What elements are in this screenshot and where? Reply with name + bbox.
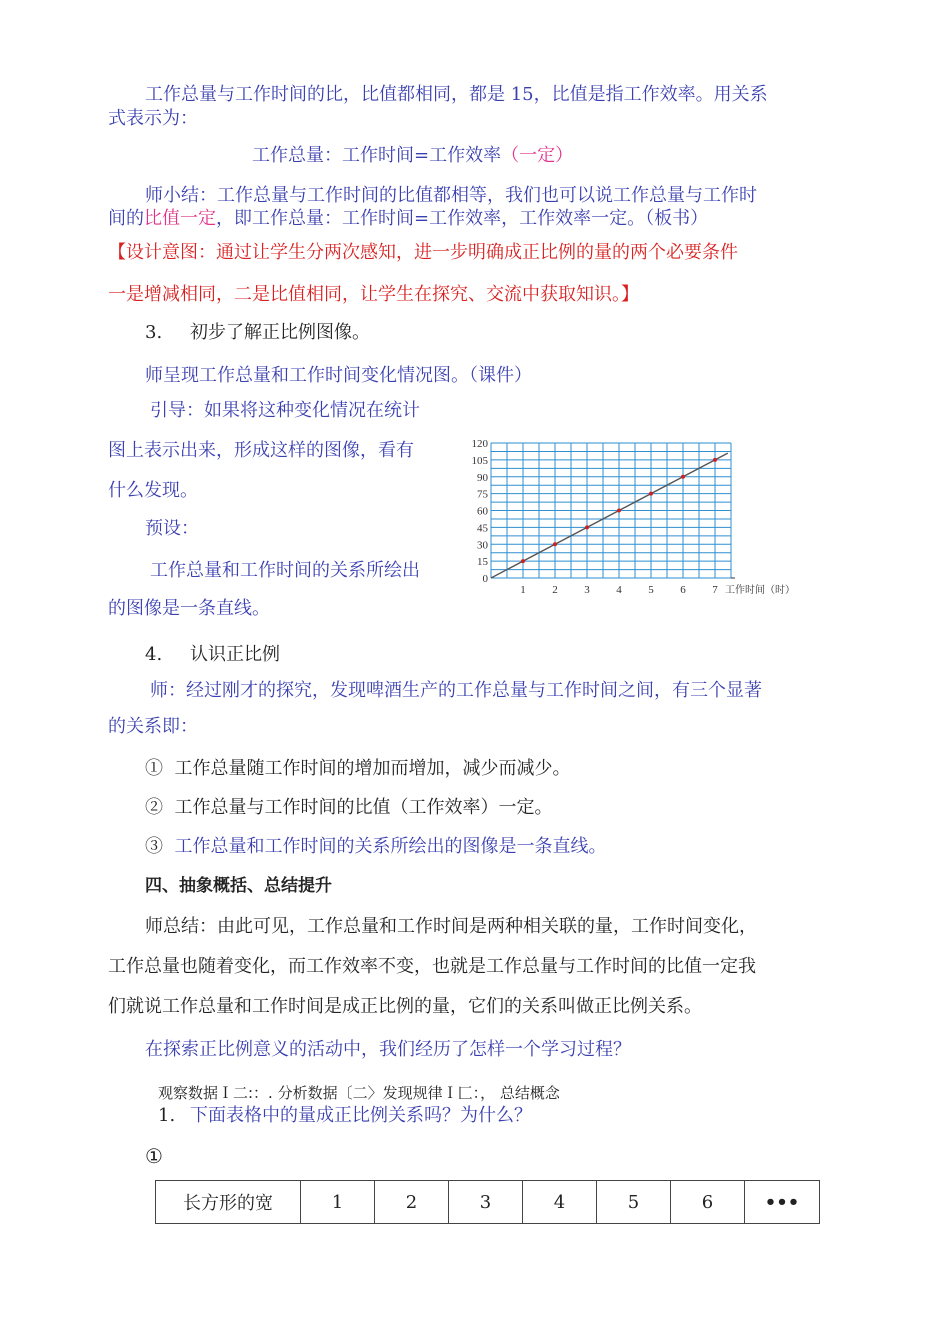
summary-line: 师小结：工作总量与工作时间的比值都相等，我们也可以说工作总量与工作时 (145, 185, 757, 206)
section-4-title: 认识正比例 (190, 644, 280, 665)
data-point (617, 509, 621, 513)
conclusion-line: 们就说工作总量和工作时间是成正比例的量，它们的关系叫做正比例关系。 (108, 996, 702, 1017)
paragraph-line: 工作总量与工作时间的比，比值都相同，都是 15，比值是指工作效率。用关系 (145, 84, 768, 105)
teacher-line: 的关系即： (108, 716, 198, 737)
table-cell: 1 (301, 1181, 375, 1224)
list-text: 工作总量随工作时间的增加而增加，减少而减少。 (174, 758, 571, 779)
summary-highlight: 比值一定 (144, 208, 216, 229)
y-tick-label: 90 (477, 471, 488, 484)
summary-line (108, 208, 708, 230)
rectangle-table (155, 1180, 820, 1224)
x-tick-label: 6 (680, 584, 686, 596)
x-tick-label: 2 (552, 584, 558, 596)
preset-label: 预设： (145, 518, 199, 539)
x-tick-label: 4 (616, 584, 622, 596)
x-tick-label: 5 (648, 584, 654, 596)
design-intent-line: 一是增减相同，二是比值相同，让学生在探究、交流中获取知识。】 (108, 284, 639, 305)
data-point (713, 458, 717, 462)
design-intent-line: 【设计意图：通过让学生分两次感知，进一步明确成正比例的量的两个必要条件 (108, 242, 738, 263)
preset-line: 工作总量和工作时间的关系所绘出 (150, 560, 420, 581)
section-3-number: 3. (145, 322, 163, 343)
conclusion-line: 师总结：由此可见，工作总量和工作时间是两种相关联的量，工作时间变化， (145, 916, 757, 937)
teacher-line: 师：经过刚才的探究，发现啤酒生产的工作总量与工作时间之间，有三个显著 (150, 680, 762, 701)
formula-text: 工作总量：工作时间=工作效率 (252, 145, 502, 166)
present-text: 师呈现工作总量和工作时间变化情况图。（课件） (145, 365, 532, 386)
table-row (156, 1181, 820, 1224)
guide-line: 引导：如果将这种变化情况在统计 (150, 400, 420, 421)
table-cell: 5 (597, 1181, 671, 1224)
list-text: 工作总量与工作时间的比值（工作效率）一定。 (174, 797, 553, 818)
conclusion-line: 工作总量也随着变化，而工作效率不变，也就是工作总量与工作时间的比值一定我 (108, 956, 756, 977)
paragraph-line: 式表示为： (108, 108, 198, 129)
x-axis-label: 工作时间（时） (725, 585, 795, 596)
data-point (649, 492, 653, 496)
list-marker: ③ (145, 836, 163, 857)
data-point (521, 559, 525, 563)
preset-line: 的图像是一条直线。 (108, 598, 270, 619)
y-tick-label: 120 (471, 438, 488, 450)
section-3-title: 初步了解正比例图像。 (190, 322, 370, 343)
y-tick-label: 60 (477, 505, 488, 518)
table-cell: 2 (375, 1181, 449, 1224)
table-cell: ••• (745, 1181, 820, 1224)
list-text: 工作总量和工作时间的关系所绘出的图像是一条直线。 (174, 836, 607, 857)
series-line (491, 453, 728, 578)
section-heading: 四、抽象概括、总结提升 (145, 876, 332, 896)
x-tick-label: 7 (712, 584, 718, 596)
y-tick-label: 75 (477, 488, 488, 501)
exercise-text: 下面表格中的量成正比例关系吗？为什么？ (190, 1105, 532, 1126)
guide-line: 什么发现。 (108, 480, 198, 501)
table-header-cell: 长方形的宽 (156, 1181, 301, 1224)
y-tick-label: 0 (482, 573, 488, 585)
list-item (145, 797, 552, 819)
proportion-line-chart (455, 438, 835, 600)
y-tick-label: 30 (477, 539, 488, 552)
table-cell: 4 (523, 1181, 597, 1224)
data-point (585, 525, 589, 529)
table-cell: 3 (449, 1181, 523, 1224)
exercise-marker: ① (145, 1144, 163, 1168)
formula-note: （一定） (501, 145, 574, 166)
data-point (681, 475, 685, 479)
list-item (145, 836, 606, 858)
x-tick-label: 1 (520, 584, 526, 596)
data-point (553, 542, 557, 546)
section-4-number: 4. (145, 644, 163, 665)
question-text: 在探索正比例意义的活动中，我们经历了怎样一个学习过程？ (145, 1039, 631, 1060)
x-tick-label: 3 (584, 584, 590, 596)
list-marker: ② (145, 797, 163, 818)
exercise-number: 1. (158, 1105, 176, 1126)
list-marker: ① (145, 758, 163, 779)
guide-line: 图上表示出来，形成这样的图像，看有 (108, 440, 414, 461)
learning-process: 观察数据Ｉ二:：. 分析数据〔二〉发现规律Ｉ匚：， 总结概念 (158, 1084, 560, 1102)
y-tick-label: 45 (477, 522, 488, 535)
formula (252, 145, 573, 167)
table-cell: 6 (671, 1181, 745, 1224)
y-tick-label: 15 (477, 556, 488, 569)
list-item (145, 758, 570, 780)
summary-text: ，即工作总量：工作时间=工作效率，工作效率一定。（板书） (216, 208, 709, 229)
summary-text: 间的 (108, 208, 144, 229)
y-tick-label: 105 (471, 454, 488, 467)
